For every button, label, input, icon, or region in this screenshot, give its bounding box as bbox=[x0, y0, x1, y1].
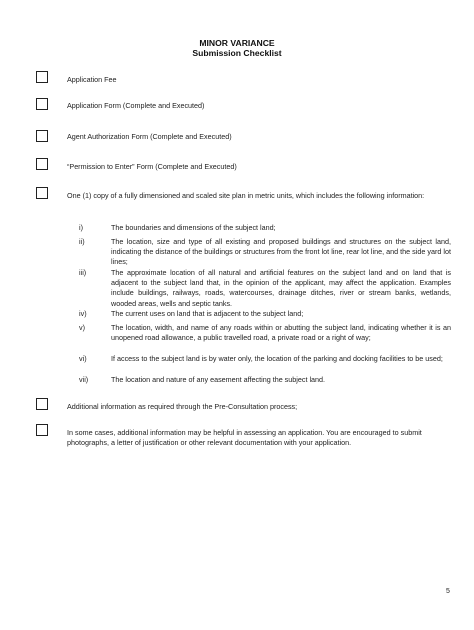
site-plan-item-number: i) bbox=[79, 223, 83, 232]
checkbox-supporting-documentation[interactable] bbox=[36, 424, 48, 436]
site-plan-item-number: v) bbox=[79, 323, 85, 332]
checkbox-site-plan[interactable] bbox=[36, 187, 48, 199]
page-number: 5 bbox=[446, 588, 450, 595]
checklist-label-supporting-documentation: In some cases, additional information may be helpful in assessing an application. You are encouraged to submit photographs, a letter of justification or other relevant documentation with your application. bbox=[67, 428, 422, 447]
checkbox-permission-to-enter[interactable] bbox=[36, 158, 48, 170]
site-plan-item-text: The location, size and type of all existing and proposed buildings and structures on the subject land, indicating the distance of the buildings or structures from the front lot line, rear lot line, and the side yard lot lines; bbox=[111, 237, 451, 267]
site-plan-item-text: The boundaries and dimensions of the subject land; bbox=[111, 223, 276, 232]
page-title: MINOR VARIANCE bbox=[199, 38, 275, 48]
checklist-label-site-plan: One (1) copy of a fully dimensioned and scaled site plan in metric units, which includes the following information: bbox=[67, 191, 425, 200]
checkbox-application-fee[interactable] bbox=[36, 71, 48, 83]
site-plan-item-text: If access to the subject land is by water only, the location of the parking and docking facilities to be used; bbox=[111, 354, 443, 363]
site-plan-item-text: The location, width, and name of any roads within or abutting the subject land, indicating whether it is an unopened road allowance, a public travelled road, a private road or a right of way; bbox=[111, 323, 451, 343]
site-plan-item-number: vii) bbox=[79, 375, 89, 384]
site-plan-item-number: vi) bbox=[79, 354, 87, 363]
checkbox-application-form[interactable] bbox=[36, 98, 48, 110]
site-plan-item-text: The approximate location of all natural and artificial features on the subject land and on land that is adjacent to the subject land that, in the opinion of the applicant, may affect the application. Examples include buildings, railways, roads, watercourses, drainage ditches, river or stream banks, wetlands, wooded areas, wells and septic tanks. bbox=[111, 268, 451, 308]
checklist-label-application-form: Application Form (Complete and Executed) bbox=[67, 101, 205, 110]
checklist-label-permission-to-enter: “Permission to Enter” Form (Complete and Executed) bbox=[67, 162, 237, 171]
checkbox-additional-information[interactable] bbox=[36, 398, 48, 410]
page-subtitle: Submission Checklist bbox=[192, 48, 282, 58]
checklist-label-agent-authorization: Agent Authorization Form (Complete and Executed) bbox=[67, 132, 232, 141]
checkbox-agent-authorization[interactable] bbox=[36, 130, 48, 142]
checklist-label-application-fee: Application Fee bbox=[67, 75, 117, 84]
site-plan-item-text: The current uses on land that is adjacent to the subject land; bbox=[111, 309, 304, 318]
site-plan-item-text: The location and nature of any easement affecting the subject land. bbox=[111, 375, 326, 384]
site-plan-item-number: iv) bbox=[79, 309, 87, 318]
site-plan-item-number: iii) bbox=[79, 268, 87, 277]
checklist-label-additional-information: Additional information as required through the Pre-Consultation process; bbox=[67, 402, 298, 411]
site-plan-item-number: ii) bbox=[79, 237, 85, 246]
